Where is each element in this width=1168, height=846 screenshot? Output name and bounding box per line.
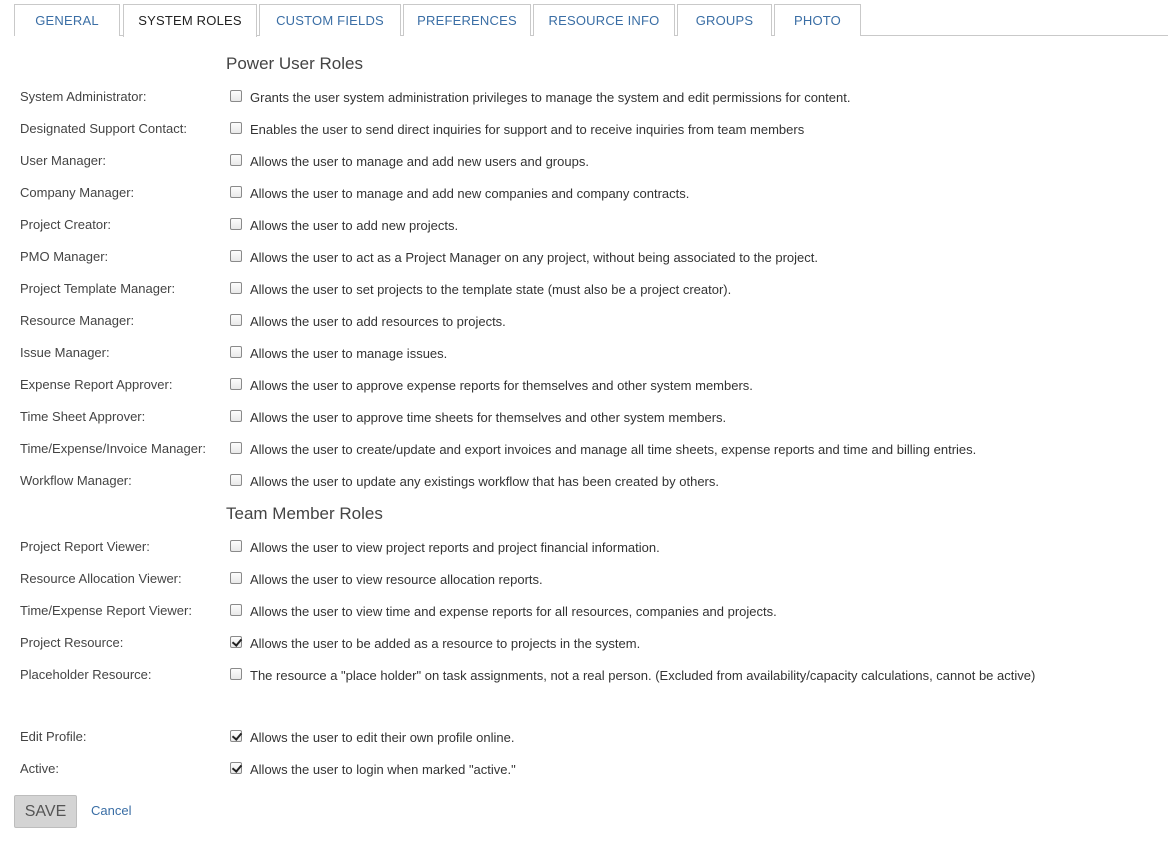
tab-preferences[interactable]: PREFERENCES xyxy=(403,4,531,36)
role-checkbox[interactable] xyxy=(230,282,242,294)
role-label: Time Sheet Approver: xyxy=(20,409,146,424)
role-label: Project Report Viewer: xyxy=(20,539,150,554)
role-description: Allows the user to view resource allocation reports. xyxy=(250,572,543,587)
role-description: Allows the user to add new projects. xyxy=(250,218,459,233)
save-button[interactable]: SAVE xyxy=(14,795,77,828)
role-checkbox[interactable] xyxy=(230,762,242,774)
role-checkbox[interactable] xyxy=(230,122,242,134)
role-description: Allows the user to create/update and export invoices and manage all time sheets, expense reports and time and billing entries. xyxy=(250,442,977,457)
role-description: Allows the user to manage and add new companies and company contracts. xyxy=(250,186,690,201)
role-checkbox[interactable] xyxy=(230,410,242,422)
role-label: Resource Allocation Viewer: xyxy=(20,571,182,586)
role-description: Allows the user to act as a Project Manager on any project, without being associated to the project. xyxy=(250,250,818,265)
role-label: Edit Profile: xyxy=(20,729,87,744)
role-label: Project Template Manager: xyxy=(20,281,176,296)
role-checkbox[interactable] xyxy=(230,730,242,742)
role-description: Allows the user to be added as a resource to projects in the system. xyxy=(250,636,641,651)
role-label: Workflow Manager: xyxy=(20,473,132,488)
tab-groups[interactable]: GROUPS xyxy=(677,4,772,36)
role-label: Time/Expense Report Viewer: xyxy=(20,603,192,618)
role-label: Active: xyxy=(20,761,60,776)
role-description: Allows the user to set projects to the template state (must also be a project creator). xyxy=(250,282,732,297)
role-description: Allows the user to edit their own profile online. xyxy=(250,730,515,745)
role-checkbox[interactable] xyxy=(230,314,242,326)
role-description: Allows the user to add resources to projects. xyxy=(250,314,506,329)
tab-photo[interactable]: PHOTO xyxy=(774,4,861,36)
role-checkbox[interactable] xyxy=(230,154,242,166)
role-checkbox[interactable] xyxy=(230,540,242,552)
tab-general[interactable]: GENERAL xyxy=(14,4,120,36)
role-checkbox[interactable] xyxy=(230,572,242,584)
team-member-roles-heading: Team Member Roles xyxy=(226,504,383,523)
role-checkbox[interactable] xyxy=(230,186,242,198)
tab-resource-info[interactable]: RESOURCE INFO xyxy=(533,4,675,36)
tab-system-roles[interactable]: SYSTEM ROLES xyxy=(123,4,257,37)
role-checkbox[interactable] xyxy=(230,378,242,390)
role-checkbox[interactable] xyxy=(230,218,242,230)
role-description: Allows the user to view project reports and project financial information. xyxy=(250,540,660,555)
role-label: Placeholder Resource: xyxy=(20,667,152,682)
role-description: Allows the user to login when marked "active." xyxy=(250,762,516,777)
role-description: Allows the user to update any existings workflow that has been created by others. xyxy=(250,474,719,489)
role-label: Time/Expense/Invoice Manager: xyxy=(20,441,206,456)
role-description: The resource a "place holder" on task assignments, not a real person. (Excluded from availability/capacity calculations, cannot be active) xyxy=(250,668,1036,683)
role-description: Allows the user to view time and expense reports for all resources, companies and projects. xyxy=(250,604,777,619)
role-label: Resource Manager: xyxy=(20,313,135,328)
role-label: User Manager: xyxy=(20,153,106,168)
role-description: Allows the user to manage issues. xyxy=(250,346,448,361)
role-label: Issue Manager: xyxy=(20,345,110,360)
role-label: Company Manager: xyxy=(20,185,135,200)
role-label: Expense Report Approver: xyxy=(20,377,173,392)
role-label: PMO Manager: xyxy=(20,249,109,264)
role-label: Project Creator: xyxy=(20,217,112,232)
cancel-link[interactable]: Cancel xyxy=(91,803,132,818)
role-label: Designated Support Contact: xyxy=(20,121,187,136)
role-checkbox[interactable] xyxy=(230,346,242,358)
power-user-roles-heading: Power User Roles xyxy=(226,54,363,73)
role-checkbox[interactable] xyxy=(230,250,242,262)
tab-bar xyxy=(14,0,1168,36)
role-checkbox[interactable] xyxy=(230,636,242,648)
role-checkbox[interactable] xyxy=(230,90,242,102)
role-description: Allows the user to approve time sheets for themselves and other system members. xyxy=(250,410,727,425)
role-checkbox[interactable] xyxy=(230,474,242,486)
role-label: System Administrator: xyxy=(20,89,147,104)
role-description: Enables the user to send direct inquiries for support and to receive inquiries from team members xyxy=(250,122,805,137)
tab-custom-fields[interactable]: CUSTOM FIELDS xyxy=(259,4,401,36)
role-checkbox[interactable] xyxy=(230,442,242,454)
role-label: Project Resource: xyxy=(20,635,124,650)
role-checkbox[interactable] xyxy=(230,604,242,616)
role-description: Allows the user to approve expense reports for themselves and other system members. xyxy=(250,378,753,393)
role-checkbox[interactable] xyxy=(230,668,242,680)
role-description: Allows the user to manage and add new users and groups. xyxy=(250,154,589,169)
role-description: Grants the user system administration privileges to manage the system and edit permissions for content. xyxy=(250,90,851,105)
